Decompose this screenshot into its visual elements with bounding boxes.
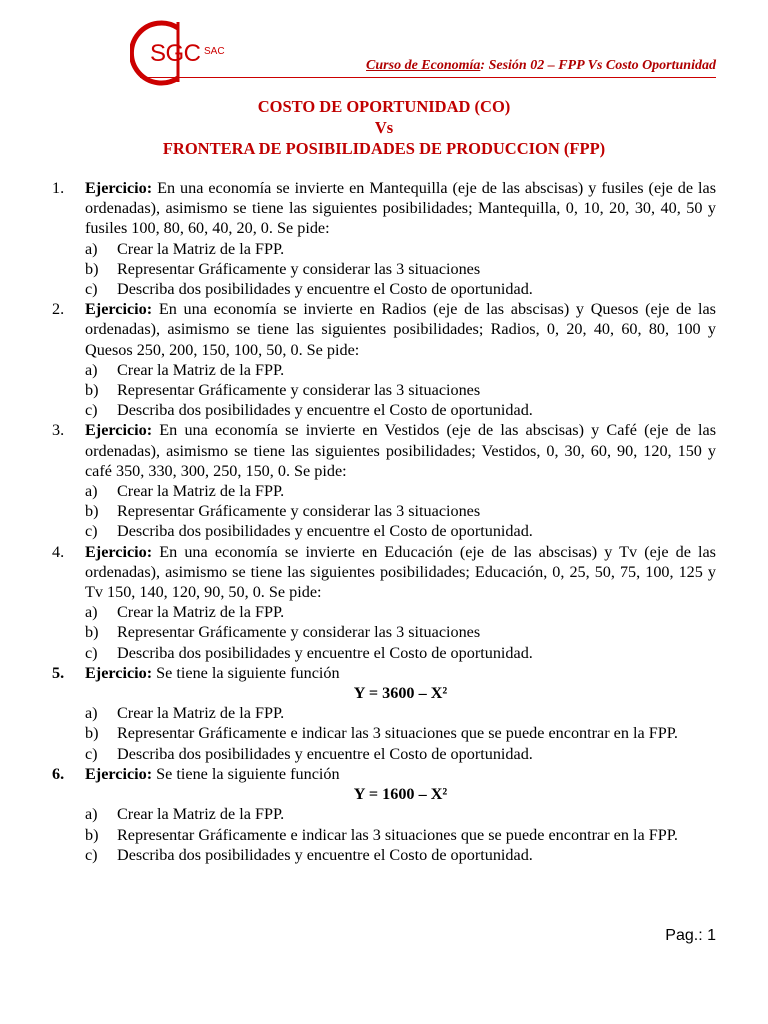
- exercise-4: [52, 542, 716, 603]
- list-item: [85, 804, 716, 824]
- item-letter: c): [85, 401, 98, 420]
- title-line-3: FRONTERA DE POSIBILIDADES DE PRODUCCION (FPP): [162, 139, 606, 158]
- list-item: [85, 723, 716, 743]
- item-letter: a): [85, 603, 98, 622]
- page-number: Pag.: 1: [665, 927, 716, 944]
- item-text: Describa dos posibilidades y encuentre el Costo de oportunidad.: [117, 744, 533, 763]
- item-letter: c): [85, 522, 98, 541]
- course-session: : Sesión 02 – FPP Vs Costo Oportunidad: [480, 58, 716, 73]
- exercise-statement: [85, 542, 716, 603]
- exercise-label: Ejercicio:: [85, 764, 153, 783]
- item-text: Crear la Matriz de la FPP.: [117, 603, 285, 622]
- exercise-number: 4.: [52, 542, 65, 561]
- exercise-statement: [85, 663, 716, 683]
- item-text: Describa dos posibilidades y encuentre el Costo de oportunidad.: [117, 845, 533, 864]
- exercise-list: [52, 178, 716, 865]
- list-item: [85, 825, 716, 845]
- item-text: Crear la Matriz de la FPP.: [117, 704, 285, 723]
- list-item: [85, 643, 716, 663]
- item-letter: b): [85, 825, 99, 844]
- item-text: Crear la Matriz de la FPP.: [117, 360, 285, 379]
- item-letter: a): [85, 239, 98, 258]
- exercise-statement: [85, 764, 716, 784]
- list-item: [85, 239, 716, 259]
- exercise-statement: [85, 420, 716, 481]
- exercise-text: Se tiene la siguiente función: [152, 764, 340, 783]
- exercise-statement: [85, 178, 716, 239]
- list-item: [85, 279, 716, 299]
- item-text: Representar Gráficamente y considerar las 3 situaciones: [117, 623, 481, 642]
- item-letter: c): [85, 280, 98, 299]
- list-item: [85, 744, 716, 764]
- item-letter: b): [85, 724, 99, 743]
- item-text: Representar Gráficamente e indicar las 3 situaciones que se puede encontrar en la FPP.: [117, 825, 678, 844]
- exercise-label: Ejercicio:: [85, 300, 153, 319]
- exercise-label: Ejercicio:: [85, 421, 153, 440]
- exercise-text: Se tiene la siguiente función: [152, 663, 340, 682]
- item-letter: a): [85, 360, 98, 379]
- item-letter: c): [85, 643, 98, 662]
- list-item: [85, 521, 716, 541]
- item-letter: a): [85, 482, 98, 501]
- item-letter: b): [85, 623, 99, 642]
- item-letter: c): [85, 845, 98, 864]
- exercise-3: [52, 420, 716, 481]
- item-text: Representar Gráficamente y considerar las 3 situaciones: [117, 381, 481, 400]
- list-item: [85, 602, 716, 622]
- item-letter: a): [85, 704, 98, 723]
- header-divider: [140, 77, 716, 78]
- item-text: Describa dos posibilidades y encuentre el Costo de oportunidad.: [117, 643, 533, 662]
- title-line-1: COSTO DE OPORTUNIDAD (CO): [257, 97, 511, 116]
- title-line-2: Vs: [374, 118, 394, 137]
- item-text: Crear la Matriz de la FPP.: [117, 805, 285, 824]
- item-letter: b): [85, 381, 99, 400]
- exercise-2: [52, 299, 716, 360]
- list-item: [85, 622, 716, 642]
- list-item: [85, 380, 716, 400]
- list-item: [85, 259, 716, 279]
- exercise-5: [52, 663, 716, 683]
- list-item: [85, 400, 716, 420]
- exercise-number: 6.: [52, 764, 65, 783]
- item-text: Describa dos posibilidades y encuentre el Costo de oportunidad.: [117, 522, 533, 541]
- item-text: Describa dos posibilidades y encuentre el Costo de oportunidad.: [117, 280, 533, 299]
- logo-text: SGC: [150, 40, 201, 67]
- item-text: Representar Gráficamente y considerar las 3 situaciones: [117, 259, 481, 278]
- list-item: [85, 360, 716, 380]
- item-letter: b): [85, 259, 99, 278]
- exercise-6: [52, 764, 716, 784]
- exercise-number: 2.: [52, 300, 65, 319]
- item-text: Crear la Matriz de la FPP.: [117, 239, 285, 258]
- list-item: [85, 845, 716, 865]
- exercise-statement: [85, 299, 716, 360]
- item-letter: b): [85, 502, 99, 521]
- exercise-text: En una economía se invierte en Radios (eje de las abscisas) y Quesos (eje de las ordenadas), asimismo se tiene las siguientes posibilidades; Radios, 0, 20, 40, 60, 80, 100 y Quesos 250, 200, 150, 100, 50, 0. Se pide:: [85, 300, 716, 359]
- exercise-text: En una economía se invierte en Educación (eje de las abscisas) y Tv (eje de las ordenadas), asimismo se tiene las siguientes posibilidades; Educación, 0, 25, 50, 75, 100, 125 y Tv 150, 140, 120, 90, 50, 0. Se pide:: [85, 542, 716, 602]
- logo-subtext: SAC: [204, 46, 225, 57]
- exercise-text: En una economía se invierte en Vestidos (eje de las abscisas) y Café (eje de las ordenadas), asimismo se tiene las siguientes posibilidades; Vestidos, 0, 30, 60, 90, 120, 150 y café 350, 330, 300, 250, 150, 0. Se pide:: [85, 421, 716, 480]
- course-header: [366, 58, 716, 74]
- item-text: Describa dos posibilidades y encuentre el Costo de oportunidad.: [117, 401, 533, 420]
- exercise-text: En una economía se invierte en Mantequilla (eje de las abscisas) y fusiles (eje de las ordenadas), asimismo se tiene las siguientes posibilidades; Mantequilla, 0, 10, 20, 30, 40, 50 y fusiles 100, 80, 60, 40, 20, 0. Se pide:: [85, 179, 716, 238]
- list-item: [85, 481, 716, 501]
- item-text: Crear la Matriz de la FPP.: [117, 482, 285, 501]
- exercise-label: Ejercicio:: [85, 663, 153, 682]
- exercise-label: Ejercicio:: [85, 179, 153, 197]
- item-text: Representar Gráficamente y considerar las 3 situaciones: [117, 502, 481, 521]
- exercise-number: 1.: [52, 179, 65, 197]
- list-item: [85, 703, 716, 723]
- exercise-1: [52, 178, 716, 239]
- exercise-number: 5.: [52, 663, 65, 682]
- exercise-number: 3.: [52, 421, 65, 440]
- item-letter: a): [85, 805, 98, 824]
- item-letter: c): [85, 744, 98, 763]
- exercise-label: Ejercicio:: [85, 542, 153, 561]
- exercise-formula: Y = 3600 – X²: [353, 684, 448, 703]
- course-label: Curso de Economía: [366, 58, 481, 73]
- list-item: [85, 501, 716, 521]
- item-text: Representar Gráficamente e indicar las 3 situaciones que se puede encontrar en la FPP.: [117, 724, 678, 743]
- exercise-formula: Y = 1600 – X²: [353, 785, 448, 804]
- document-titles: [0, 96, 768, 159]
